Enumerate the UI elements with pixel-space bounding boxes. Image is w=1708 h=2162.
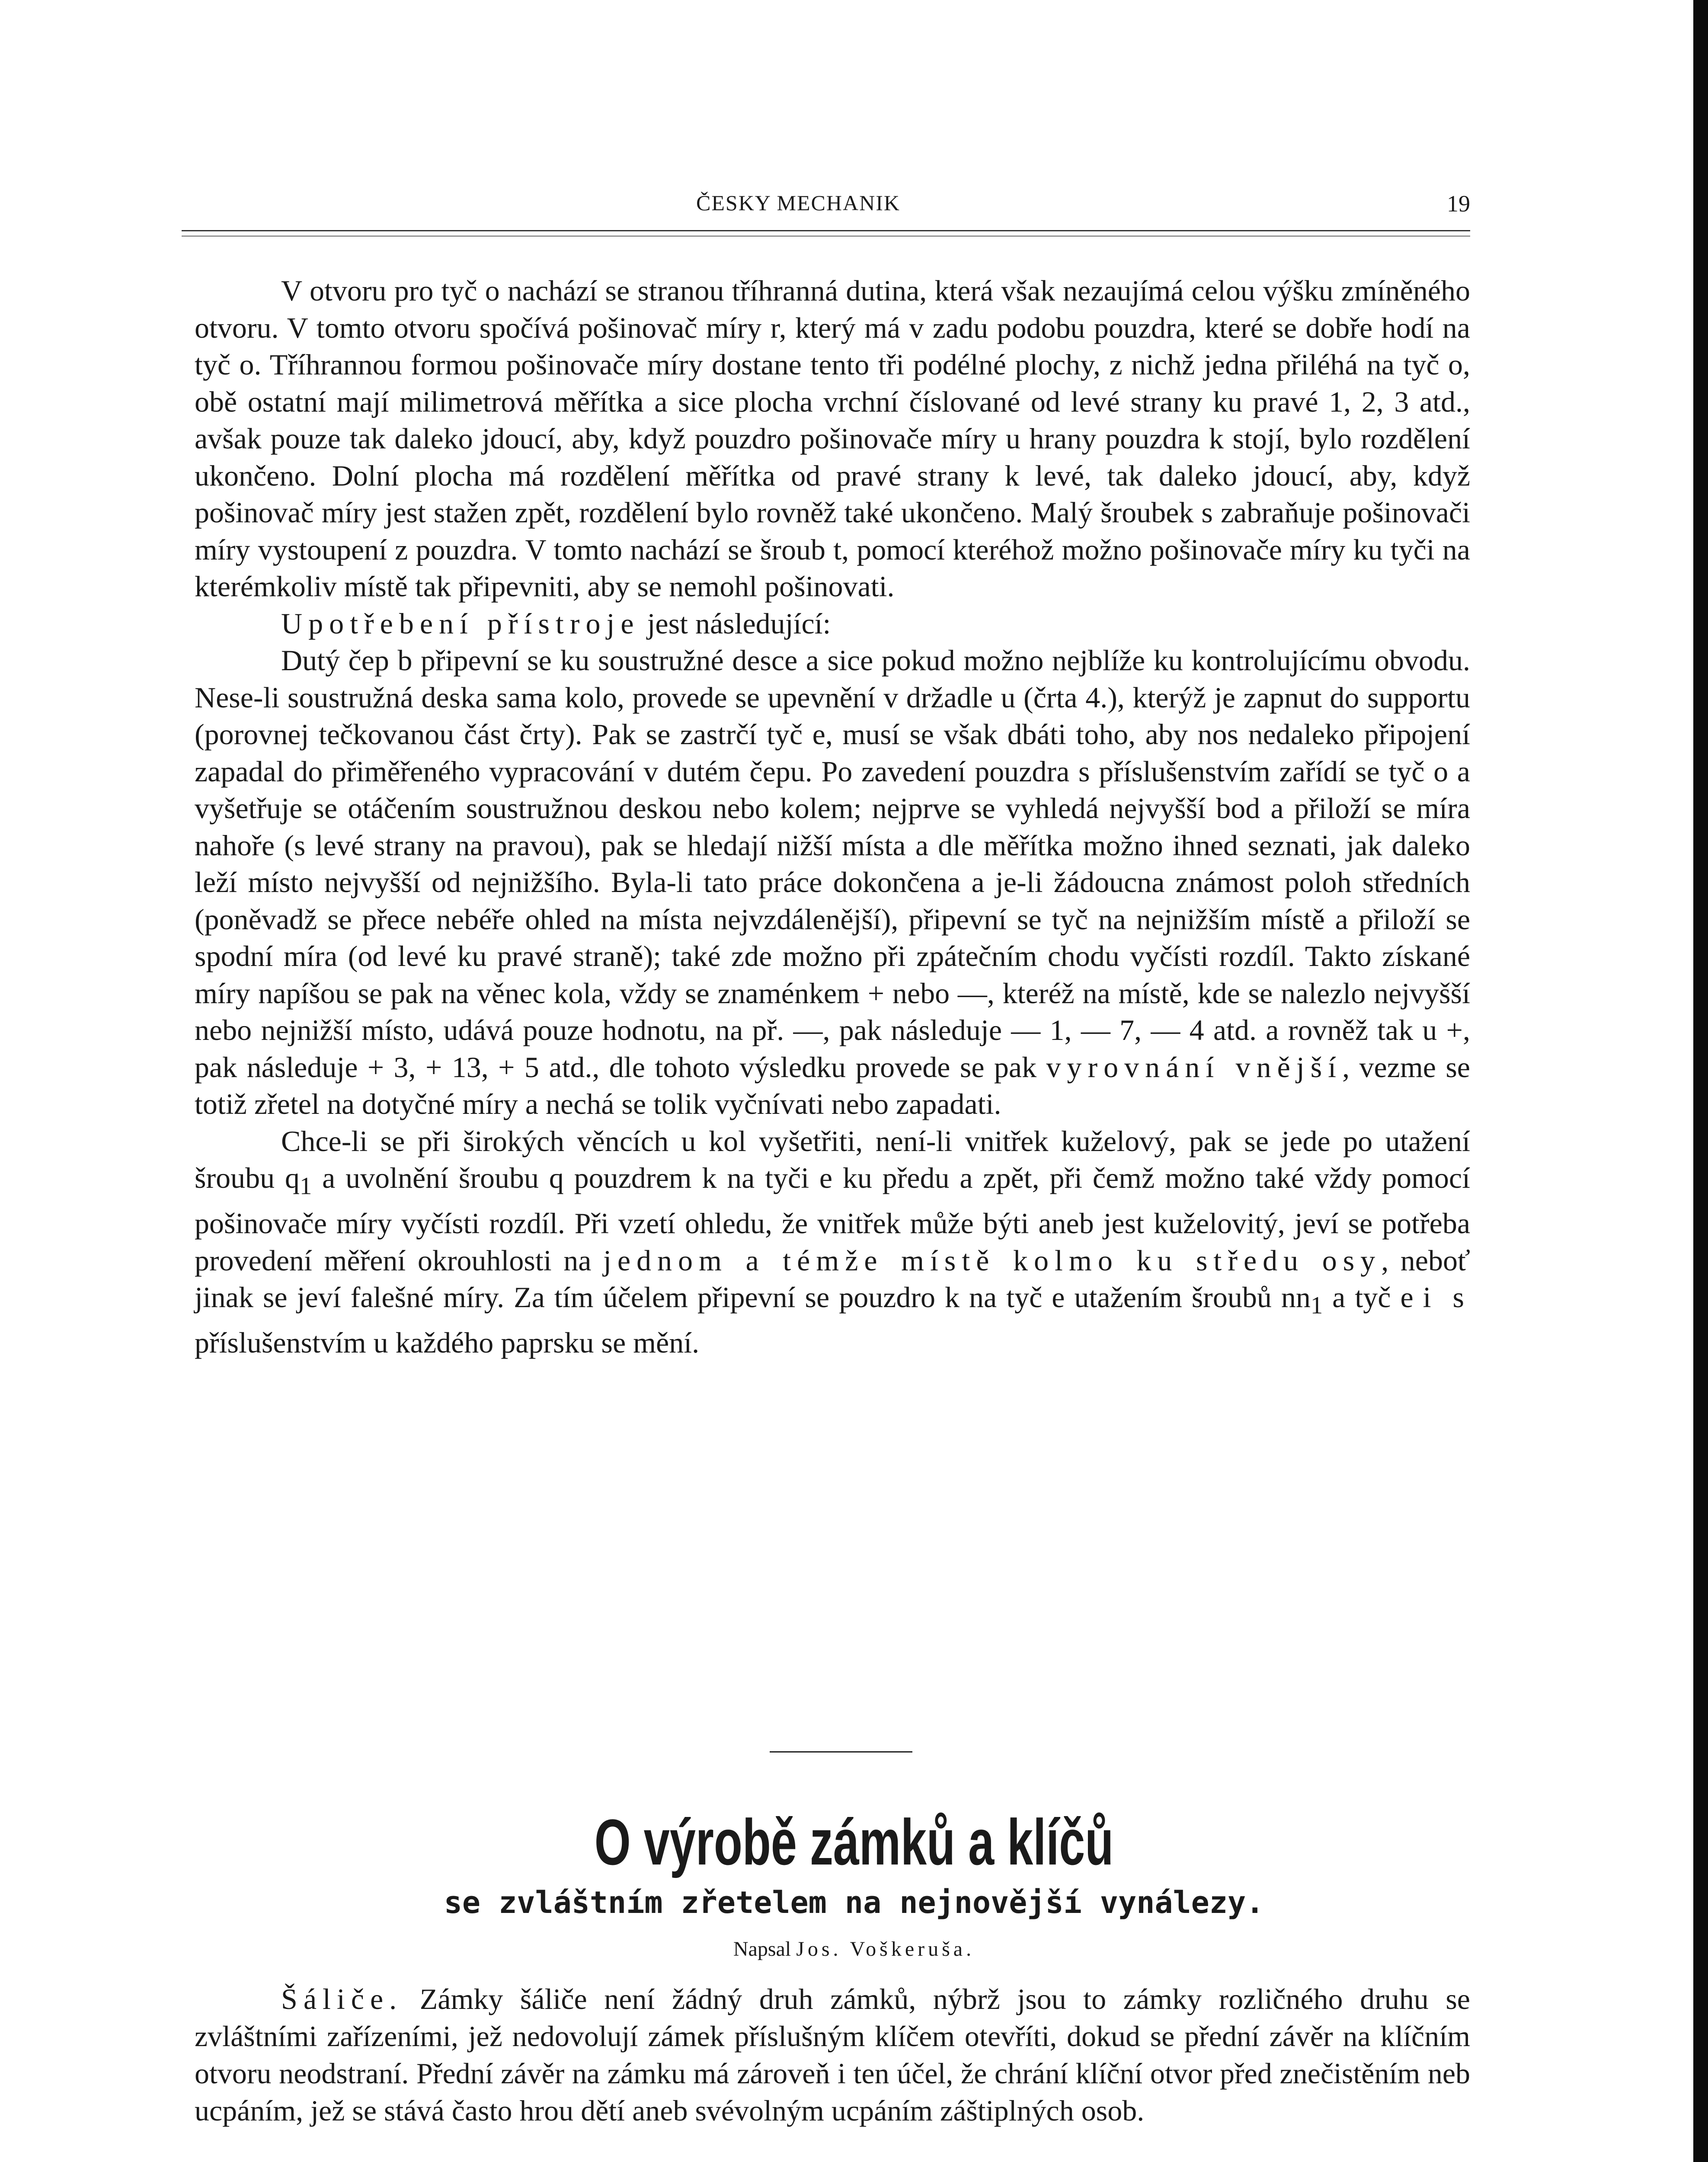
paragraph [195, 1123, 1470, 1362]
page-header [182, 190, 1470, 216]
paragraph [195, 272, 1470, 605]
paragraph-text: , vezme se totiž zřetel na dotyčné míry a nechá se tolik vyčnívati nebo zapadati. [195, 1050, 1470, 1120]
running-title: ČESKY MECHANIK [696, 191, 900, 215]
paragraph-text: , neboť jinak se jeví falešné míry. Za tím účelem připevní se pouzdro k na tyč e utažením šroubů nn [195, 1244, 1470, 1314]
subscript: 1 [1310, 1292, 1323, 1319]
paragraph-text: jest následující: [640, 607, 831, 640]
paragraph-text: Zámky šáliče není žádný druh zámků, nýbrž jsou to zámky rozličného druhu se zvláštními zařízeními, jež nedovolují zámek příslušným klíčem otevříti, dokud se přední závěr na klíčním otvoru neodstraní. Přední závěr na zámku má zároveň i ten účel, že chrání klíční otvor před znečistěním neb ucpáním, jež se stává často hrou dětí aneb svévolným ucpáním záštiplných osob. [195, 1983, 1470, 2127]
paragraph-text: V otvoru pro tyč o nachází se stranou tříhranná dutina, která však nezaujímá celou výšku zmíněného otvoru. V tomto otvoru spočívá pošinovač míry r, který má v zadu podobu pouzdra, které se dobře hodí na tyč o. Tříhrannou formou pošinovače míry dostane tento tři podélné plochy, z nichž jedna přiléhá na tyč o, obě ostatní mají milimetrová měřítka a sice plocha vrchní číslované od levé strany ku pravé 1, 2, 3 atd., avšak pouze tak daleko jdoucí, aby, když pouzdro pošinovače míry u hrany pouzdra k stojí, bylo rozdělení ukončeno. Dolní plocha má rozdělení měřítka od pravé strany k levé, tak daleko jdoucí, aby, když pošinovač míry jest stažen zpět, rozdělení bylo rovněž také ukončeno. Malý šroubek s zabraňuje pošinovači míry vystoupení z pouzdra. V tomto nachází se šroub t, pomocí kteréhož možno pošinovače míry ku tyči na kterémkoliv místě tak připevniti, aby se nemohl pošinovati. [195, 274, 1470, 603]
page-edge [1693, 0, 1708, 2162]
article-subtitle: se zvláštním zřetelem na nejnovější vynálezy. [444, 1885, 1264, 1920]
paragraph-text: a tyč e [1323, 1281, 1423, 1314]
subscript: 1 [299, 1173, 312, 1200]
paragraph [195, 605, 1470, 643]
article-body [195, 1980, 1470, 2129]
spaced-term: jednom a témže místě kolmo ku středu osy [603, 1244, 1382, 1277]
byline [0, 1936, 1708, 1962]
byline-prefix: Napsal [733, 1938, 796, 1961]
header-rule [182, 230, 1470, 231]
spaced-term: vyrovnání vnější [1046, 1050, 1343, 1084]
paragraph-text: a uvolnění šroubu q pouzdrem k na tyči e ku předu a zpět, při čemž možno také vždy pomocí pošinovače míry vyčísti rozdíl. Při vzetí ohledu, že vnitřek může býti aneb jest kuželovitý, jeví se potřeba provedení měření okrouhlosti na [195, 1161, 1471, 1277]
spaced-term: i s [1423, 1281, 1471, 1314]
header-rule-thin [182, 236, 1470, 237]
section-body [195, 272, 1470, 1362]
spaced-heading: Upotřebení přístroje [281, 607, 640, 640]
section-divider [770, 1751, 912, 1753]
paragraph-text: Dutý čep b připevní se ku soustružné desce a sice pokud možno nejblíže ku kontrolujícímu obvodu. Nese-li soustružná deska sama kolo, provede se upevnění v držadle u (črta 4.), kterýž je zapnut do supportu (porovnej tečkovanou část črty). Pak se zastrčí tyč e, musí se však dbáti toho, aby nos nedaleko připojení zapadal do přiměřeného vypracování v dutém čepu. Po zavedení pouzdra s příslušenstvím zařídí se tyč o a vyšetřuje se otáčením soustružnou deskou nebo kolem; nejprve se vyhledá nejvyšší bod a přiloží se míra nahoře (s levé strany na pravou), pak se hledají nižší místa a dle měřítka možno ihned seznati, jak daleko leží místo nejvyšší od nejnižšího. Byla-li tato práce dokončena a je-li žádoucna známost poloh středních (poněvadž se přece nebéře ohled na místa nejvzdálenější), připevní se tyč na nejnižším místě a přiloží se spodní míra (od levé ku pravé straně); také zde možno při zpátečním chodu vyčísti rozdíl. Takto získané míry napíšou se pak na věnec kola, vždy se znaménkem + nebo —, kteréž na místě, kde se nalezlo nejvyšší nebo nejnižší místo, udává pouze hodnotu, na př. —, pak následuje — 1, — 7, — 4 atd. a rovněž tak u +, pak následuje + 3, + 13, + 5 atd., dle tohoto výsledku provede se pak [195, 644, 1470, 1084]
paragraph [195, 642, 1470, 1123]
spaced-heading: Šáliče. [281, 1983, 403, 2015]
paragraph [195, 1980, 1470, 2129]
paragraph-text: příslušenstvím u každého paprsku se mění. [195, 1326, 700, 1359]
byline-author: Jos. Voškeruša. [796, 1938, 975, 1961]
article-title: O výrobě zámků a klíčů [594, 1806, 1114, 1878]
paragraph-text: Chce-li se při širokých věncích u kol vyšetřiti, není-li vnitřek kuželový, pak se jede po utažení šroubu q [195, 1124, 1470, 1194]
page-number: 19 [1447, 191, 1470, 217]
